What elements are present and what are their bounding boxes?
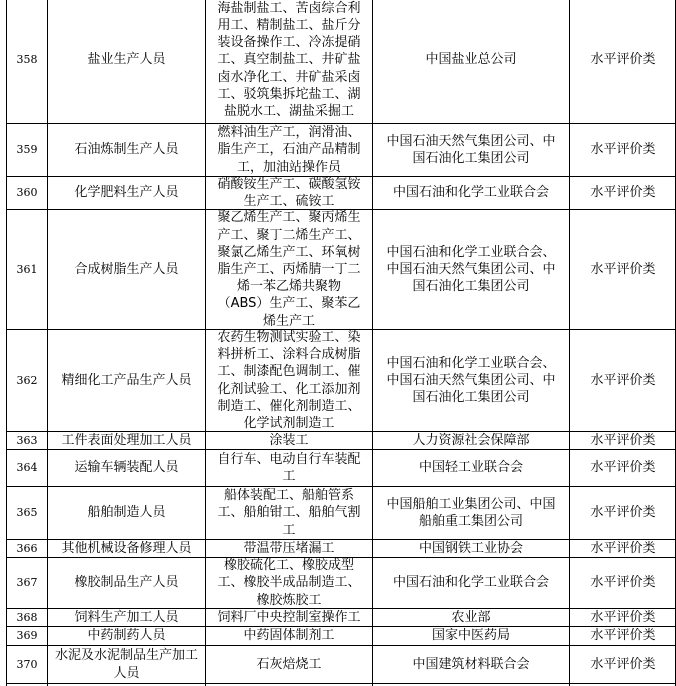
row-number: 358 bbox=[16, 53, 38, 67]
jobs-cell: 聚乙烯生产工、聚丙烯生 产工、聚丁二烯生产工、 聚氯乙烯生产工、环氧树 脂生产工、丙烯腈一丁二 烯一苯乙烯共聚物 （ABS）生产工、聚苯乙 烯生产工 bbox=[217, 210, 361, 329]
jobs-cell: 中药固体制剂工 bbox=[243, 628, 335, 644]
org-cell: 中国石油天然气集团公司、中 国石油化工集团公司 bbox=[386, 133, 556, 166]
row-number: 366 bbox=[16, 541, 38, 555]
org-cell: 中国石油和化学工业联合会、 中国石油天然气集团公司、中 国石油化工集团公司 bbox=[386, 244, 556, 295]
type-cell: 水平评价类 bbox=[590, 460, 656, 476]
category-cell: 精细化工产品生产人员 bbox=[61, 372, 192, 388]
jobs-cell: 燃料油生产工，润滑油、 脂生产工，石油产品精制 工，加油站操作员 bbox=[217, 125, 361, 175]
category-cell: 工件表面处理加工人员 bbox=[61, 432, 192, 448]
jobs-cell: 硝酸铵生产工、碳酸氢铵 生产工、硫铵工 bbox=[217, 177, 361, 209]
jobs-cell: 饲料厂中央控制室操作工 bbox=[217, 609, 361, 625]
row-number: 365 bbox=[16, 506, 38, 520]
type-cell: 水平评价类 bbox=[590, 609, 656, 625]
type-cell: 水平评价类 bbox=[590, 261, 656, 277]
org-cell: 中国船舶工业集团公司、中国 船舶重工集团公司 bbox=[386, 496, 556, 529]
row-number: 367 bbox=[16, 576, 38, 590]
category-cell: 其他机械设备修理人员 bbox=[61, 540, 192, 556]
row-number: 363 bbox=[16, 433, 38, 447]
jobs-cell: 橡胶硫化工、橡胶成型 工、橡胶半成品制造工、 橡胶炼胶工 bbox=[217, 558, 361, 608]
category-cell: 石油炼制生产人员 bbox=[74, 142, 179, 158]
jobs-cell: 自行车、电动自行车装配 工 bbox=[217, 451, 361, 484]
type-cell: 水平评价类 bbox=[590, 185, 656, 201]
jobs-cell: 带温带压堵漏工 bbox=[243, 540, 335, 556]
type-cell: 水平评价类 bbox=[590, 432, 656, 448]
row-number: 362 bbox=[16, 373, 38, 387]
org-cell: 中国建筑材料联合会 bbox=[412, 656, 530, 672]
category-cell: 合成树脂生产人员 bbox=[74, 261, 179, 277]
category-cell: 运输车辆装配人员 bbox=[74, 460, 179, 476]
row-number: 364 bbox=[16, 461, 38, 475]
org-cell: 中国轻工业联合会 bbox=[418, 460, 523, 476]
type-cell: 水平评价类 bbox=[590, 372, 656, 388]
org-cell: 中国盐业总公司 bbox=[425, 52, 517, 68]
jobs-cell: 船体装配工、船舶管系 工、船舶钳工、船舶气割 工 bbox=[217, 488, 361, 538]
category-cell: 盐业生产人员 bbox=[87, 52, 166, 68]
category-cell: 饲料生产加工人员 bbox=[74, 609, 179, 625]
category-cell: 中药制药人员 bbox=[87, 628, 166, 644]
type-cell: 水平评价类 bbox=[590, 656, 656, 672]
org-cell: 中国石油和化学工业联合会、 中国石油天然气集团公司、中 国石油化工集团公司 bbox=[386, 355, 556, 406]
type-cell: 水平评价类 bbox=[590, 628, 656, 644]
row-divider bbox=[6, 683, 676, 684]
type-cell: 水平评价类 bbox=[590, 142, 656, 158]
org-cell: 农业部 bbox=[451, 609, 491, 625]
type-cell: 水平评价类 bbox=[590, 505, 656, 521]
org-cell: 中国石油和化学工业联合会 bbox=[392, 575, 549, 591]
type-cell: 水平评价类 bbox=[590, 52, 656, 68]
row-number: 369 bbox=[16, 629, 38, 643]
row-number: 368 bbox=[16, 610, 38, 624]
category-cell: 船舶制造人员 bbox=[87, 505, 166, 521]
row-number: 359 bbox=[16, 143, 38, 157]
type-cell: 水平评价类 bbox=[590, 575, 656, 591]
row-number: 360 bbox=[16, 186, 38, 200]
row-number: 370 bbox=[16, 657, 38, 671]
jobs-cell: 海盐制盐工、苦卤综合利 用工、精制盐工、盐斤分 装设备操作工、冷冻提硝 工、真空制盐工、井矿盐 卤水净化工、井矿盐采卤 工、驳筑集拆坨盐工、湖 盐脱水工、湖盐采掘工 bbox=[217, 0, 361, 119]
qualification-table bbox=[6, 0, 676, 686]
org-cell: 人力资源社会保障部 bbox=[412, 432, 530, 448]
org-cell: 中国钢铁工业协会 bbox=[418, 540, 523, 556]
org-cell: 国家中医药局 bbox=[431, 628, 510, 644]
jobs-cell: 农药生物测试实验工、染 料拼析工、涂料合成树脂 工、制漆配色调制工、催 化剂试验工、化工添加剂 制造工、催化剂制造工、 化学试剂制造工 bbox=[217, 330, 361, 431]
jobs-cell: 石灰焙烧工 bbox=[256, 656, 322, 672]
jobs-cell: 涂装工 bbox=[269, 432, 309, 448]
category-cell: 橡胶制品生产人员 bbox=[74, 575, 179, 591]
type-cell: 水平评价类 bbox=[590, 540, 656, 556]
category-cell: 化学肥料生产人员 bbox=[74, 185, 179, 201]
category-cell: 水泥及水泥制品生产加工 人员 bbox=[54, 648, 198, 681]
row-number: 361 bbox=[16, 262, 38, 276]
org-cell: 中国石油和化学工业联合会 bbox=[392, 185, 549, 201]
